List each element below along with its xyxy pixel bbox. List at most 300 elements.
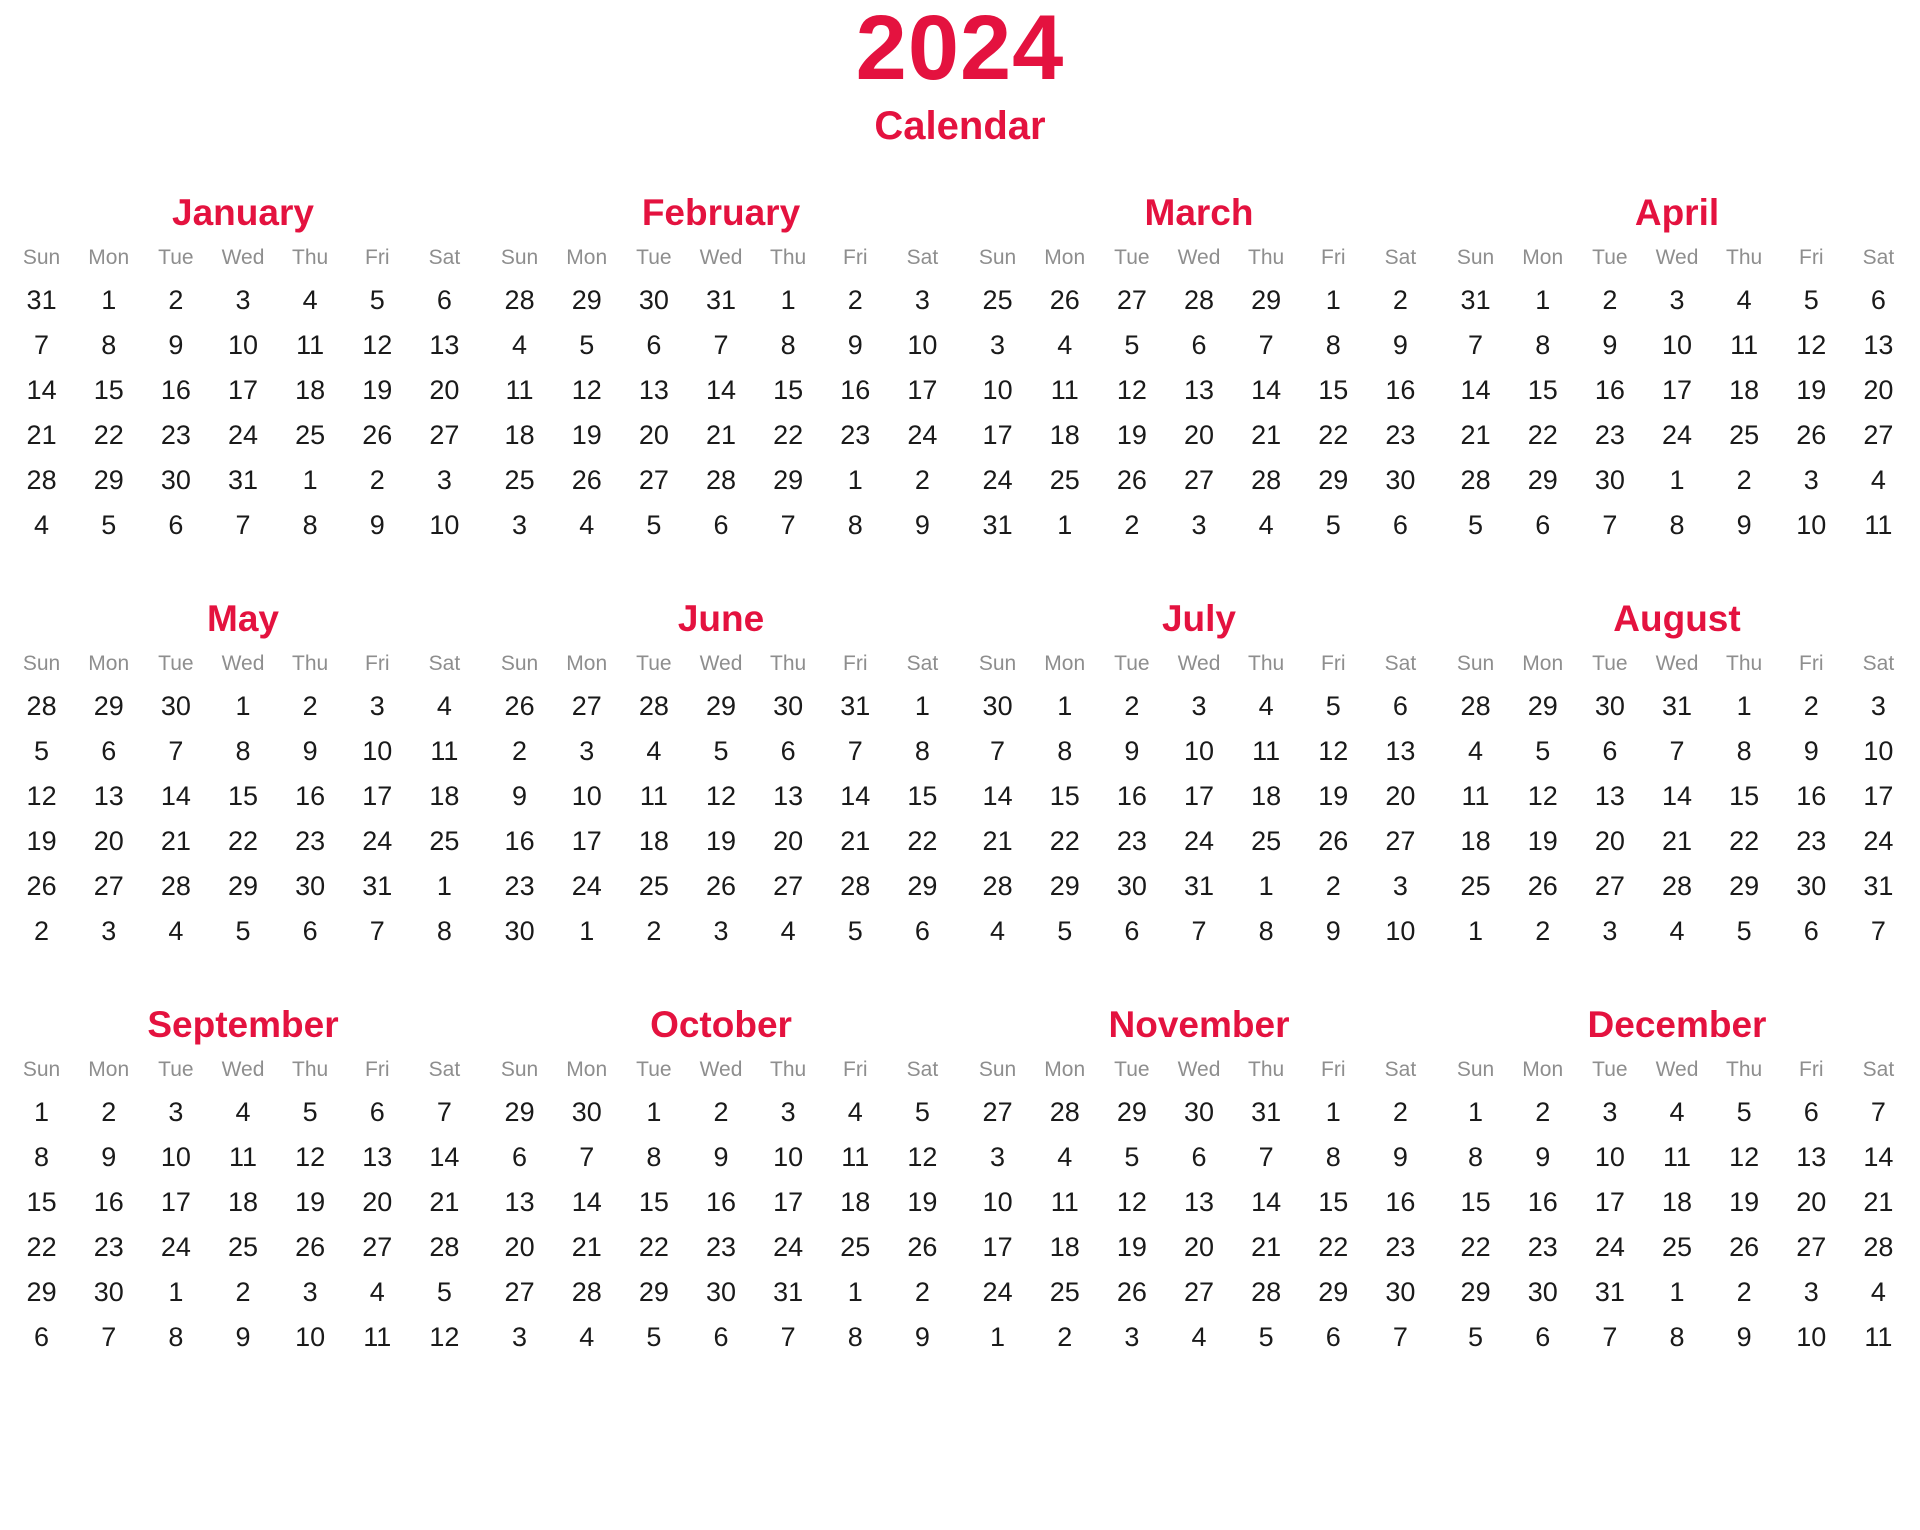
day-cell[interactable]: 14: [1863, 1142, 1894, 1172]
day-cell[interactable]: 22: [1527, 420, 1558, 450]
day-cell-adjacent-month[interactable]: 7: [1602, 1322, 1618, 1352]
day-cell[interactable]: 2: [1803, 691, 1819, 721]
day-cell[interactable]: 21: [160, 826, 191, 856]
day-cell[interactable]: 23: [1385, 1232, 1416, 1262]
day-cell[interactable]: 18: [227, 1187, 259, 1217]
day-cell[interactable]: 25: [295, 420, 326, 450]
day-cell[interactable]: 15: [26, 1187, 57, 1217]
day-cell[interactable]: 16: [1116, 781, 1147, 811]
day-cell-adjacent-month[interactable]: 3: [1803, 1277, 1819, 1307]
day-cell[interactable]: 25: [1251, 826, 1282, 856]
day-cell-adjacent-month[interactable]: 7: [1392, 1322, 1408, 1352]
day-cell[interactable]: 28: [160, 871, 191, 901]
day-cell-adjacent-month[interactable]: 8: [436, 916, 452, 946]
day-cell[interactable]: 2: [847, 285, 863, 315]
day-cell[interactable]: 5: [34, 736, 50, 766]
day-cell[interactable]: 21: [982, 826, 1013, 856]
day-cell[interactable]: 20: [504, 1232, 535, 1262]
day-cell[interactable]: 5: [579, 330, 595, 360]
day-cell[interactable]: 29: [773, 465, 804, 495]
day-cell-adjacent-month[interactable]: 29: [93, 691, 124, 721]
day-cell[interactable]: 28: [1251, 1277, 1282, 1307]
day-cell[interactable]: 10: [227, 330, 259, 360]
day-cell[interactable]: 24: [1661, 420, 1693, 450]
day-cell-adjacent-month[interactable]: 1: [990, 1322, 1006, 1352]
day-cell[interactable]: 1: [646, 1097, 662, 1127]
day-cell-adjacent-month[interactable]: 2: [1736, 465, 1752, 495]
day-cell[interactable]: 13: [362, 1142, 393, 1172]
day-cell-adjacent-month[interactable]: 6: [1392, 510, 1408, 540]
day-cell-adjacent-month[interactable]: 2: [1535, 916, 1551, 946]
day-cell[interactable]: 8: [1325, 1142, 1341, 1172]
day-cell[interactable]: 29: [1049, 871, 1080, 901]
day-cell-adjacent-month[interactable]: 3: [1124, 1322, 1140, 1352]
day-cell-adjacent-month[interactable]: 5: [1057, 916, 1073, 946]
day-cell[interactable]: 30: [705, 1277, 737, 1307]
day-cell[interactable]: 24: [982, 465, 1013, 495]
day-cell-adjacent-month[interactable]: 1: [302, 465, 318, 495]
day-cell[interactable]: 12: [26, 781, 57, 811]
day-cell[interactable]: 21: [1251, 1232, 1282, 1262]
day-cell-adjacent-month[interactable]: 27: [1116, 285, 1147, 315]
day-cell[interactable]: 15: [1460, 1187, 1491, 1217]
day-cell[interactable]: 11: [841, 1142, 870, 1172]
day-cell[interactable]: 2: [1392, 1097, 1408, 1127]
day-cell-adjacent-month[interactable]: 4: [990, 916, 1006, 946]
day-cell[interactable]: 4: [1736, 285, 1752, 315]
day-cell[interactable]: 9: [1392, 1142, 1408, 1172]
day-cell[interactable]: 24: [1183, 826, 1215, 856]
day-cell[interactable]: 5: [713, 736, 729, 766]
day-cell-adjacent-month[interactable]: 9: [1325, 916, 1341, 946]
day-cell[interactable]: 22: [1318, 420, 1349, 450]
day-cell[interactable]: 23: [705, 1232, 737, 1262]
day-cell-adjacent-month[interactable]: 29: [705, 691, 737, 721]
day-cell[interactable]: 9: [713, 1142, 729, 1172]
day-cell-adjacent-month[interactable]: 5: [1468, 510, 1484, 540]
day-cell[interactable]: 30: [295, 871, 326, 901]
day-cell-adjacent-month[interactable]: 4: [579, 510, 595, 540]
day-cell[interactable]: 10: [362, 736, 393, 766]
day-cell[interactable]: 6: [646, 330, 662, 360]
day-cell[interactable]: 2: [168, 285, 184, 315]
day-cell[interactable]: 10: [773, 1142, 804, 1172]
day-cell[interactable]: 4: [436, 691, 452, 721]
day-cell[interactable]: 10: [1863, 736, 1894, 766]
day-cell[interactable]: 11: [1050, 375, 1079, 405]
day-cell-adjacent-month[interactable]: 11: [1864, 510, 1893, 540]
day-cell[interactable]: 13: [1863, 330, 1894, 360]
day-cell[interactable]: 14: [982, 781, 1013, 811]
day-cell-adjacent-month[interactable]: 1: [168, 1277, 184, 1307]
day-cell[interactable]: 9: [847, 330, 863, 360]
day-cell[interactable]: 25: [1460, 871, 1491, 901]
day-cell[interactable]: 16: [1527, 1187, 1558, 1217]
day-cell[interactable]: 3: [1669, 285, 1685, 315]
day-cell[interactable]: 7: [34, 330, 50, 360]
day-cell-adjacent-month[interactable]: 1: [1468, 916, 1484, 946]
day-cell[interactable]: 9: [1602, 330, 1618, 360]
day-cell[interactable]: 26: [571, 465, 602, 495]
day-cell[interactable]: 19: [1796, 375, 1827, 405]
day-cell-adjacent-month[interactable]: 2: [646, 916, 662, 946]
day-cell[interactable]: 13: [429, 330, 460, 360]
day-cell[interactable]: 28: [1460, 465, 1491, 495]
day-cell[interactable]: 13: [1183, 1187, 1215, 1217]
day-cell[interactable]: 6: [436, 285, 452, 315]
day-cell-adjacent-month[interactable]: 9: [235, 1322, 251, 1352]
day-cell-adjacent-month[interactable]: 29: [1251, 285, 1282, 315]
day-cell-adjacent-month[interactable]: 30: [982, 691, 1013, 721]
day-cell-adjacent-month[interactable]: 4: [34, 510, 50, 540]
day-cell[interactable]: 30: [1116, 871, 1147, 901]
day-cell[interactable]: 25: [638, 871, 669, 901]
day-cell[interactable]: 17: [362, 781, 393, 811]
day-cell[interactable]: 8: [646, 1142, 662, 1172]
day-cell[interactable]: 30: [160, 465, 191, 495]
day-cell[interactable]: 15: [907, 781, 938, 811]
day-cell[interactable]: 9: [1803, 736, 1819, 766]
day-cell[interactable]: 20: [1863, 375, 1894, 405]
day-cell[interactable]: 10: [1661, 330, 1693, 360]
day-cell[interactable]: 8: [914, 736, 930, 766]
day-cell-adjacent-month[interactable]: 5: [646, 510, 662, 540]
day-cell[interactable]: 18: [1049, 1232, 1080, 1262]
day-cell[interactable]: 12: [1729, 1142, 1760, 1172]
day-cell-adjacent-month[interactable]: 28: [504, 285, 535, 315]
day-cell[interactable]: 19: [1116, 1232, 1147, 1262]
day-cell[interactable]: 3: [990, 330, 1006, 360]
day-cell[interactable]: 1: [101, 285, 117, 315]
day-cell-adjacent-month[interactable]: 6: [713, 510, 729, 540]
day-cell[interactable]: 15: [1318, 1187, 1349, 1217]
day-cell-adjacent-month[interactable]: 9: [369, 510, 385, 540]
day-cell[interactable]: 15: [1729, 781, 1760, 811]
day-cell[interactable]: 31: [1863, 871, 1894, 901]
day-cell[interactable]: 13: [1594, 781, 1625, 811]
day-cell[interactable]: 12: [362, 330, 393, 360]
day-cell[interactable]: 5: [1124, 1142, 1140, 1172]
day-cell[interactable]: 23: [1116, 826, 1147, 856]
day-cell[interactable]: 20: [93, 826, 124, 856]
day-cell[interactable]: 11: [1730, 330, 1759, 360]
day-cell[interactable]: 8: [235, 736, 251, 766]
day-cell[interactable]: 27: [362, 1232, 393, 1262]
day-cell-adjacent-month[interactable]: 2: [1124, 510, 1140, 540]
day-cell[interactable]: 17: [160, 1187, 191, 1217]
day-cell[interactable]: 2: [1602, 285, 1618, 315]
day-cell[interactable]: 1: [1535, 285, 1551, 315]
day-cell[interactable]: 3: [1602, 1097, 1618, 1127]
day-cell[interactable]: 28: [571, 1277, 602, 1307]
day-cell[interactable]: 11: [1050, 1187, 1079, 1217]
day-cell[interactable]: 15: [638, 1187, 669, 1217]
day-cell[interactable]: 12: [907, 1142, 938, 1172]
day-cell[interactable]: 15: [773, 375, 804, 405]
day-cell-adjacent-month[interactable]: 28: [1460, 691, 1491, 721]
day-cell-adjacent-month[interactable]: 1: [579, 916, 595, 946]
day-cell[interactable]: 17: [227, 375, 259, 405]
day-cell-adjacent-month[interactable]: 5: [101, 510, 117, 540]
day-cell-adjacent-month[interactable]: 8: [168, 1322, 184, 1352]
day-cell-adjacent-month[interactable]: 4: [168, 916, 184, 946]
day-cell[interactable]: 18: [1460, 826, 1491, 856]
day-cell-adjacent-month[interactable]: 26: [1049, 285, 1080, 315]
day-cell[interactable]: 28: [429, 1232, 460, 1262]
day-cell[interactable]: 29: [227, 871, 259, 901]
day-cell-adjacent-month[interactable]: 3: [1191, 510, 1207, 540]
day-cell[interactable]: 23: [93, 1232, 124, 1262]
day-cell[interactable]: 12: [295, 1142, 326, 1172]
day-cell[interactable]: 17: [1863, 781, 1894, 811]
day-cell[interactable]: 14: [1460, 375, 1491, 405]
day-cell-adjacent-month[interactable]: 3: [1803, 465, 1819, 495]
day-cell-adjacent-month[interactable]: 5: [1736, 916, 1752, 946]
day-cell[interactable]: 1: [914, 691, 930, 721]
day-cell[interactable]: 31: [982, 510, 1013, 540]
day-cell[interactable]: 6: [1803, 1097, 1819, 1127]
day-cell[interactable]: 27: [429, 420, 460, 450]
day-cell-adjacent-month[interactable]: 28: [26, 691, 57, 721]
day-cell[interactable]: 20: [1594, 826, 1625, 856]
day-cell-adjacent-month[interactable]: 8: [1669, 510, 1685, 540]
day-cell-adjacent-month[interactable]: 7: [369, 916, 385, 946]
day-cell[interactable]: 25: [840, 1232, 871, 1262]
day-cell-adjacent-month[interactable]: 28: [1183, 285, 1215, 315]
day-cell[interactable]: 7: [990, 736, 1006, 766]
day-cell[interactable]: 10: [1594, 1142, 1625, 1172]
day-cell[interactable]: 26: [362, 420, 393, 450]
day-cell[interactable]: 26: [705, 871, 737, 901]
day-cell[interactable]: 5: [914, 1097, 930, 1127]
day-cell-adjacent-month[interactable]: 29: [1527, 691, 1558, 721]
day-cell[interactable]: 17: [1183, 781, 1215, 811]
day-cell[interactable]: 18: [1729, 375, 1760, 405]
day-cell[interactable]: 6: [512, 1142, 528, 1172]
day-cell[interactable]: 4: [302, 285, 318, 315]
day-cell[interactable]: 8: [1736, 736, 1752, 766]
day-cell[interactable]: 21: [429, 1187, 460, 1217]
day-cell[interactable]: 30: [1527, 1277, 1558, 1307]
day-cell-adjacent-month[interactable]: 6: [34, 1322, 50, 1352]
day-cell[interactable]: 31: [362, 871, 393, 901]
day-cell-adjacent-month[interactable]: 7: [235, 510, 251, 540]
day-cell-adjacent-month[interactable]: 5: [847, 916, 863, 946]
day-cell[interactable]: 16: [1594, 375, 1625, 405]
day-cell-adjacent-month[interactable]: 1: [1057, 510, 1073, 540]
day-cell[interactable]: 11: [1252, 736, 1281, 766]
day-cell[interactable]: 2: [101, 1097, 117, 1127]
day-cell[interactable]: 4: [1669, 1097, 1685, 1127]
day-cell[interactable]: 14: [1251, 375, 1282, 405]
day-cell[interactable]: 28: [705, 465, 737, 495]
day-cell-adjacent-month[interactable]: 6: [914, 916, 930, 946]
day-cell[interactable]: 29: [1527, 465, 1558, 495]
day-cell[interactable]: 2: [1535, 1097, 1551, 1127]
day-cell[interactable]: 8: [1325, 330, 1341, 360]
day-cell[interactable]: 24: [160, 1232, 191, 1262]
day-cell-adjacent-month[interactable]: 8: [1258, 916, 1274, 946]
day-cell[interactable]: 23: [1385, 420, 1416, 450]
day-cell[interactable]: 11: [228, 1142, 257, 1172]
day-cell-adjacent-month[interactable]: 1: [1669, 465, 1685, 495]
day-cell[interactable]: 19: [1116, 420, 1147, 450]
day-cell[interactable]: 13: [1183, 375, 1215, 405]
day-cell-adjacent-month[interactable]: 2: [369, 465, 385, 495]
day-cell[interactable]: 1: [1468, 1097, 1484, 1127]
day-cell[interactable]: 4: [1258, 691, 1274, 721]
day-cell-adjacent-month[interactable]: 3: [436, 465, 452, 495]
day-cell[interactable]: 30: [1385, 465, 1416, 495]
day-cell[interactable]: 1: [780, 285, 796, 315]
day-cell[interactable]: 2: [1392, 285, 1408, 315]
day-cell[interactable]: 30: [1594, 465, 1625, 495]
day-cell-adjacent-month[interactable]: 4: [780, 916, 796, 946]
day-cell[interactable]: 26: [295, 1232, 326, 1262]
day-cell[interactable]: 17: [982, 1232, 1013, 1262]
day-cell-adjacent-month[interactable]: 9: [914, 1322, 930, 1352]
day-cell-adjacent-month[interactable]: 28: [638, 691, 669, 721]
day-cell-adjacent-month[interactable]: 9: [1736, 510, 1752, 540]
day-cell[interactable]: 19: [1318, 781, 1349, 811]
day-cell[interactable]: 17: [571, 826, 602, 856]
day-cell[interactable]: 21: [1863, 1187, 1894, 1217]
day-cell-adjacent-month[interactable]: 5: [235, 916, 251, 946]
day-cell[interactable]: 7: [1258, 330, 1274, 360]
day-cell[interactable]: 1: [235, 691, 251, 721]
day-cell[interactable]: 15: [1049, 781, 1080, 811]
day-cell[interactable]: 11: [639, 781, 668, 811]
day-cell-adjacent-month[interactable]: 4: [1191, 1322, 1207, 1352]
day-cell[interactable]: 28: [1661, 871, 1693, 901]
day-cell[interactable]: 22: [638, 1232, 669, 1262]
day-cell-adjacent-month[interactable]: 6: [168, 510, 184, 540]
day-cell-adjacent-month[interactable]: 1: [847, 465, 863, 495]
day-cell[interactable]: 23: [1796, 826, 1827, 856]
day-cell[interactable]: 7: [1870, 1097, 1886, 1127]
day-cell[interactable]: 19: [362, 375, 393, 405]
day-cell[interactable]: 18: [1661, 1187, 1693, 1217]
day-cell-adjacent-month[interactable]: 10: [295, 1322, 326, 1352]
day-cell[interactable]: 16: [295, 781, 326, 811]
day-cell[interactable]: 25: [1661, 1232, 1693, 1262]
day-cell[interactable]: 15: [1527, 375, 1558, 405]
day-cell[interactable]: 26: [907, 1232, 938, 1262]
day-cell[interactable]: 26: [1318, 826, 1349, 856]
day-cell[interactable]: 11: [430, 736, 459, 766]
day-cell[interactable]: 13: [773, 781, 804, 811]
day-cell-adjacent-month[interactable]: 2: [914, 465, 930, 495]
day-cell[interactable]: 25: [1729, 420, 1760, 450]
day-cell[interactable]: 17: [773, 1187, 804, 1217]
day-cell-adjacent-month[interactable]: 5: [1468, 1322, 1484, 1352]
day-cell[interactable]: 11: [1662, 1142, 1691, 1172]
day-cell[interactable]: 3: [1191, 691, 1207, 721]
day-cell[interactable]: 25: [227, 1232, 259, 1262]
day-cell-adjacent-month[interactable]: 4: [1870, 465, 1886, 495]
day-cell[interactable]: 23: [295, 826, 326, 856]
day-cell[interactable]: 22: [1318, 1232, 1349, 1262]
day-cell[interactable]: 1: [1325, 285, 1341, 315]
day-cell[interactable]: 27: [93, 871, 124, 901]
day-cell-adjacent-month[interactable]: 4: [579, 1322, 595, 1352]
day-cell-adjacent-month[interactable]: 5: [1258, 1322, 1274, 1352]
day-cell[interactable]: 29: [1460, 1277, 1491, 1307]
day-cell[interactable]: 1: [1325, 1097, 1341, 1127]
day-cell-adjacent-month[interactable]: 12: [429, 1322, 460, 1352]
day-cell[interactable]: 23: [1594, 420, 1625, 450]
day-cell-adjacent-month[interactable]: 4: [1669, 916, 1685, 946]
day-cell[interactable]: 6: [1870, 285, 1886, 315]
day-cell[interactable]: 12: [571, 375, 602, 405]
day-cell[interactable]: 22: [93, 420, 124, 450]
day-cell-adjacent-month[interactable]: 4: [1870, 1277, 1886, 1307]
day-cell-adjacent-month[interactable]: 6: [713, 1322, 729, 1352]
day-cell[interactable]: 25: [1049, 465, 1080, 495]
day-cell[interactable]: 5: [1535, 736, 1551, 766]
day-cell[interactable]: 16: [160, 375, 191, 405]
day-cell-adjacent-month[interactable]: 30: [638, 285, 669, 315]
day-cell[interactable]: 16: [504, 826, 535, 856]
day-cell[interactable]: 10: [1183, 736, 1215, 766]
day-cell[interactable]: 5: [302, 1097, 318, 1127]
day-cell-adjacent-month[interactable]: 8: [302, 510, 318, 540]
day-cell[interactable]: 6: [1392, 691, 1408, 721]
day-cell[interactable]: 8: [780, 330, 796, 360]
day-cell[interactable]: 14: [1251, 1187, 1282, 1217]
day-cell[interactable]: 10: [160, 1142, 191, 1172]
day-cell[interactable]: 16: [1796, 781, 1827, 811]
day-cell[interactable]: 1: [1736, 691, 1752, 721]
day-cell[interactable]: 4: [235, 1097, 251, 1127]
day-cell-adjacent-month[interactable]: 6: [1803, 916, 1819, 946]
day-cell[interactable]: 20: [1796, 1187, 1827, 1217]
day-cell-adjacent-month[interactable]: 1: [436, 871, 452, 901]
day-cell[interactable]: 14: [160, 781, 191, 811]
day-cell[interactable]: 26: [1116, 465, 1147, 495]
day-cell[interactable]: 12: [1527, 781, 1558, 811]
day-cell[interactable]: 3: [579, 736, 595, 766]
day-cell[interactable]: 28: [1251, 465, 1282, 495]
day-cell[interactable]: 21: [1460, 420, 1491, 450]
day-cell[interactable]: 7: [1468, 330, 1484, 360]
day-cell[interactable]: 14: [26, 375, 57, 405]
day-cell[interactable]: 6: [369, 1097, 385, 1127]
day-cell[interactable]: 26: [1729, 1232, 1760, 1262]
day-cell-adjacent-month[interactable]: 5: [1325, 510, 1341, 540]
day-cell[interactable]: 3: [1870, 691, 1886, 721]
day-cell[interactable]: 19: [295, 1187, 326, 1217]
day-cell-adjacent-month[interactable]: 2: [1325, 871, 1341, 901]
day-cell-adjacent-month[interactable]: 10: [1796, 510, 1827, 540]
day-cell[interactable]: 25: [1049, 1277, 1080, 1307]
day-cell-adjacent-month[interactable]: 27: [982, 1097, 1013, 1127]
day-cell-adjacent-month[interactable]: 1: [1669, 1277, 1685, 1307]
day-cell[interactable]: 30: [1796, 871, 1827, 901]
day-cell[interactable]: 8: [101, 330, 117, 360]
day-cell[interactable]: 22: [227, 826, 259, 856]
day-cell[interactable]: 29: [1318, 1277, 1349, 1307]
day-cell[interactable]: 29: [1729, 871, 1760, 901]
day-cell[interactable]: 20: [1183, 420, 1215, 450]
day-cell[interactable]: 20: [773, 826, 804, 856]
day-cell-adjacent-month[interactable]: 3: [1602, 916, 1618, 946]
day-cell[interactable]: 11: [1461, 781, 1490, 811]
day-cell[interactable]: 27: [1183, 465, 1215, 495]
day-cell[interactable]: 16: [93, 1187, 124, 1217]
day-cell[interactable]: 9: [168, 330, 184, 360]
day-cell[interactable]: 19: [705, 826, 737, 856]
